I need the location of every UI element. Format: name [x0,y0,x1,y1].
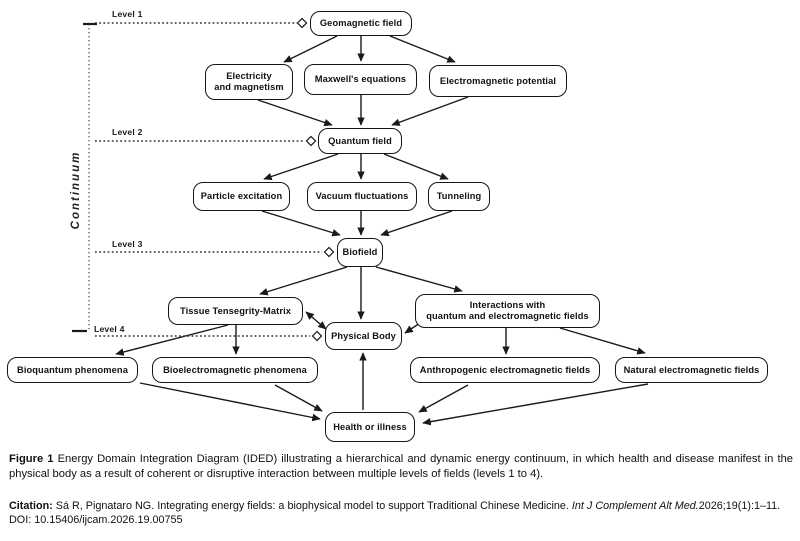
node-interactions-line1: Interactions with [469,300,546,311]
node-bioquantum-phenomena: Bioquantum phenomena [7,357,138,383]
node-maxwells-equations: Maxwell's equations [304,64,417,95]
level-1-diamond-marker [297,18,306,27]
continuum-label: Continuum [70,150,82,230]
arrow-electricity-to-quantum [258,100,332,125]
node-bioelectromagnetic-phenomena: Bioelectromagnetic phenomena [152,357,318,383]
citation-text: Sá R, Pignataro NG. Integrating energy fields: a biophysical model to support Traditional Chinese Medicine. [52,500,572,512]
arrow-quantum-to-particle [264,154,338,179]
node-interactions-quantum-em-fields [415,294,600,328]
citation-block [9,499,793,527]
arrow-em-potential-to-quantum [392,97,468,125]
node-electromagnetic-potential: Electromagnetic potential [429,65,567,97]
figure-caption [9,452,793,482]
node-interactions-line2: quantum and electromagnetic fields [426,311,589,321]
level-4-label: Level 4 [94,324,125,334]
citation-issue: 2026;19(1):1–11. [698,500,781,512]
arrow-particle-to-biofield [262,211,340,235]
node-electricity-and-magnetism [205,64,293,100]
node-particle-excitation: Particle excitation [193,182,290,211]
arrow-geomagnetic-to-em-potential [390,36,455,62]
arrow-quantum-to-tunneling [384,154,448,179]
arrow-anthropogenic-to-health [419,385,468,412]
node-electricity-line2: and magnetism [214,82,284,92]
arrow-tunneling-to-biofield [381,211,452,235]
arrow-biofield-to-ttm [260,267,347,294]
node-natural-em-fields: Natural electromagnetic fields [615,357,768,383]
citation-doi: DOI: 10.15406/ijcam.2026.19.00755 [9,514,183,527]
arrow-biofield-to-interactions [376,267,462,291]
node-geomagnetic-field: Geomagnetic field [310,11,412,36]
node-health-or-illness: Health or illness [325,412,415,442]
node-anthropogenic-em-fields: Anthropogenic electromagnetic fields [410,357,600,383]
arrow-ttm-physical-body-bidirectional [306,312,326,329]
level-2-diamond-marker [306,136,315,145]
node-biofield: Biofield [337,238,383,267]
arrow-bioelectromagnetic-to-health [275,385,322,411]
node-electricity-line1: Electricity [226,71,272,82]
arrow-bioquantum-to-health [140,383,320,419]
level-3-diamond-marker [324,247,333,256]
arrow-natural-to-health [423,384,648,423]
node-physical-body: Physical Body [325,322,402,350]
citation-journal: Int J Complement Alt Med. [571,500,699,512]
level-1-label: Level 1 [112,9,143,19]
figure-caption-line1 [9,452,793,467]
figure-caption-text1: Energy Domain Integration Diagram (IDED) illustrating a hierarchical and dynamic energy continuum, in which health and disease manifest in the [53,453,794,465]
level-4-diamond-marker [312,331,321,340]
node-tunneling: Tunneling [428,182,490,211]
level-2-label: Level 2 [112,127,143,137]
level-3-label: Level 3 [112,239,143,249]
arrow-ttm-to-bioquantum [116,325,228,354]
figure-caption-line2: physical body as a result of coherent or disruptive interaction between multiple levels of fields (levels 1 to 4). [9,468,544,480]
node-tissue-tensegrity-matrix: Tissue Tensegrity-Matrix [168,297,303,325]
node-quantum-field: Quantum field [318,128,402,154]
arrow-geomagnetic-to-electricity [284,36,337,62]
citation-line [9,499,793,513]
citation-label: Citation: [9,500,53,512]
arrow-interactions-to-natural [560,328,645,353]
figure-caption-label: Figure 1 [9,453,54,465]
node-vacuum-fluctuations: Vacuum fluctuations [307,182,417,211]
